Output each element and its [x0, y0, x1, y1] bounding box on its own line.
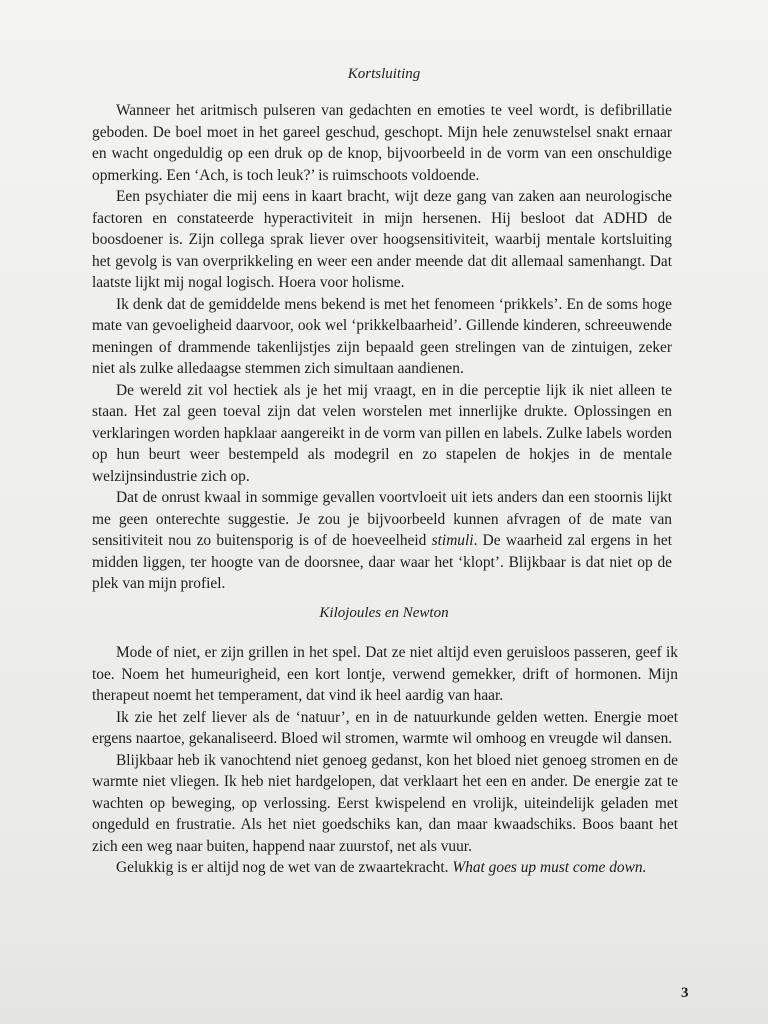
emphasis: stimuli — [431, 532, 474, 549]
paragraph: Ik denk dat de gemiddelde mens bekend is met het fenomeen ‘prikkels’. En de soms hoge mate van gevoeligheid daarvoor, ook wel ‘prikkelbaarheid’. Gillende kinderen, schreeuwende meningen of drammende takenlijstjes zijn bepaald geen strelingen van de zintuigen, zeker niet als zulke alledaagse stemmen zich simultaan aandienen. — [92, 295, 672, 377]
paragraph: Mode of niet, er zijn grillen in het spel. Dat ze niet altijd even geruisloos passeren, geef ik toe. Noem het humeurigheid, een kort lontje, verwend gemekker, drift of hormonen. Mijn therapeut noemt het temperament, dat vind ik heel aardig van haar. — [92, 644, 678, 704]
paragraph: De wereld zit vol hectiek als je het mij vraagt, en in die perceptie lijk ik niet alleen te staan. Het zal geen toeval zijn dat velen worstelen met innerlijke drukte. Oplossingen en verklaringen worden hapklaar aangereikt in de vorm van pillen en labels. Zulke labels worden op hun beurt weer bestempeld als modegril en zo stapelen de hokjes in de mentale welzijnsindustrie zich op. — [92, 381, 672, 485]
section-title-kortsluiting: Kortsluiting — [347, 66, 421, 82]
paragraph: Gelukkig is er altijd nog de wet van de zwaartekracht. What goes up must come down. — [116, 859, 647, 876]
page-number: 3 — [681, 985, 689, 1001]
paragraph: Dat de onrust kwaal in sommige gevallen voortvloeit uit iets anders dan een stoornis lijkt me geen onterechte suggestie. Je zou je bijvoorbeeld kunnen afvragen of de mate van sensitiviteit nou zo buitensporig is of de hoeveelheid stimuli. De waarheid zal ergens in het midden liggen, ter hoogte van de doorsnee, daar waar het ‘klopt’. Blijkbaar is dat niet op de plek van mijn profiel. — [92, 489, 672, 592]
section-body-kortsluiting — [92, 100, 672, 595]
paragraph: Een psychiater die mij eens in kaart bracht, wijt deze gang van zaken aan neurologische factoren en constateerde hyperactiviteit in mijn hersenen. Hij besloot dat ADHD de boosdoener is. Zijn collega sprak liever over hoogsensitiviteit, waarbij mentale kortsluiting het gevolg is van overprikkeling en weer een ander meende dat dit allemaal samenhangt. Dat laatste lijkt mij nogal logisch. Hoera voor holisme. — [92, 188, 672, 291]
section-body-kilojoules-en-newton — [92, 642, 678, 879]
paragraph: Wanneer het aritmisch pulseren van gedachten en emoties te veel wordt, is defibrillatie geboden. De boel moet in het gareel geschud, geschopt. Mijn hele zenuwstelsel snakt ernaar en wacht ongeduldig op een druk op de knop, bijvoorbeeld in de vorm van een onschuldige opmerking. Een ‘Ach, is toch leuk?’ is ruimschoots voldoende. — [92, 102, 672, 184]
section-title-kilojoules-en-newton: Kilojoules en Newton — [319, 605, 449, 621]
paragraph: Blijkbaar heb ik vanochtend niet genoeg gedanst, kon het bloed niet genoeg stromen en de warmte niet vliegen. Ik heb niet hardgelopen, dat verklaart het een en ander. De energie zat te wachten op beweging, op verlossing. Eerst kwispelend en vrolijk, uiteindelijk geladen met ongeduld en frustratie. Als het niet goedschiks kan, dan maar kwaadschiks. Boos baant het zich een weg naar buiten, happend naar zuurstof, net als vuur. — [92, 751, 678, 855]
emphasis: What goes up must come down. — [452, 859, 647, 876]
paragraph: Ik zie het zelf liever als de ‘natuur’, en in de natuurkunde gelden wetten. Energie moet ergens naartoe, gekanaliseerd. Bloed wil stromen, warmte wil omhoog en vreugde wil dansen. — [92, 708, 678, 747]
